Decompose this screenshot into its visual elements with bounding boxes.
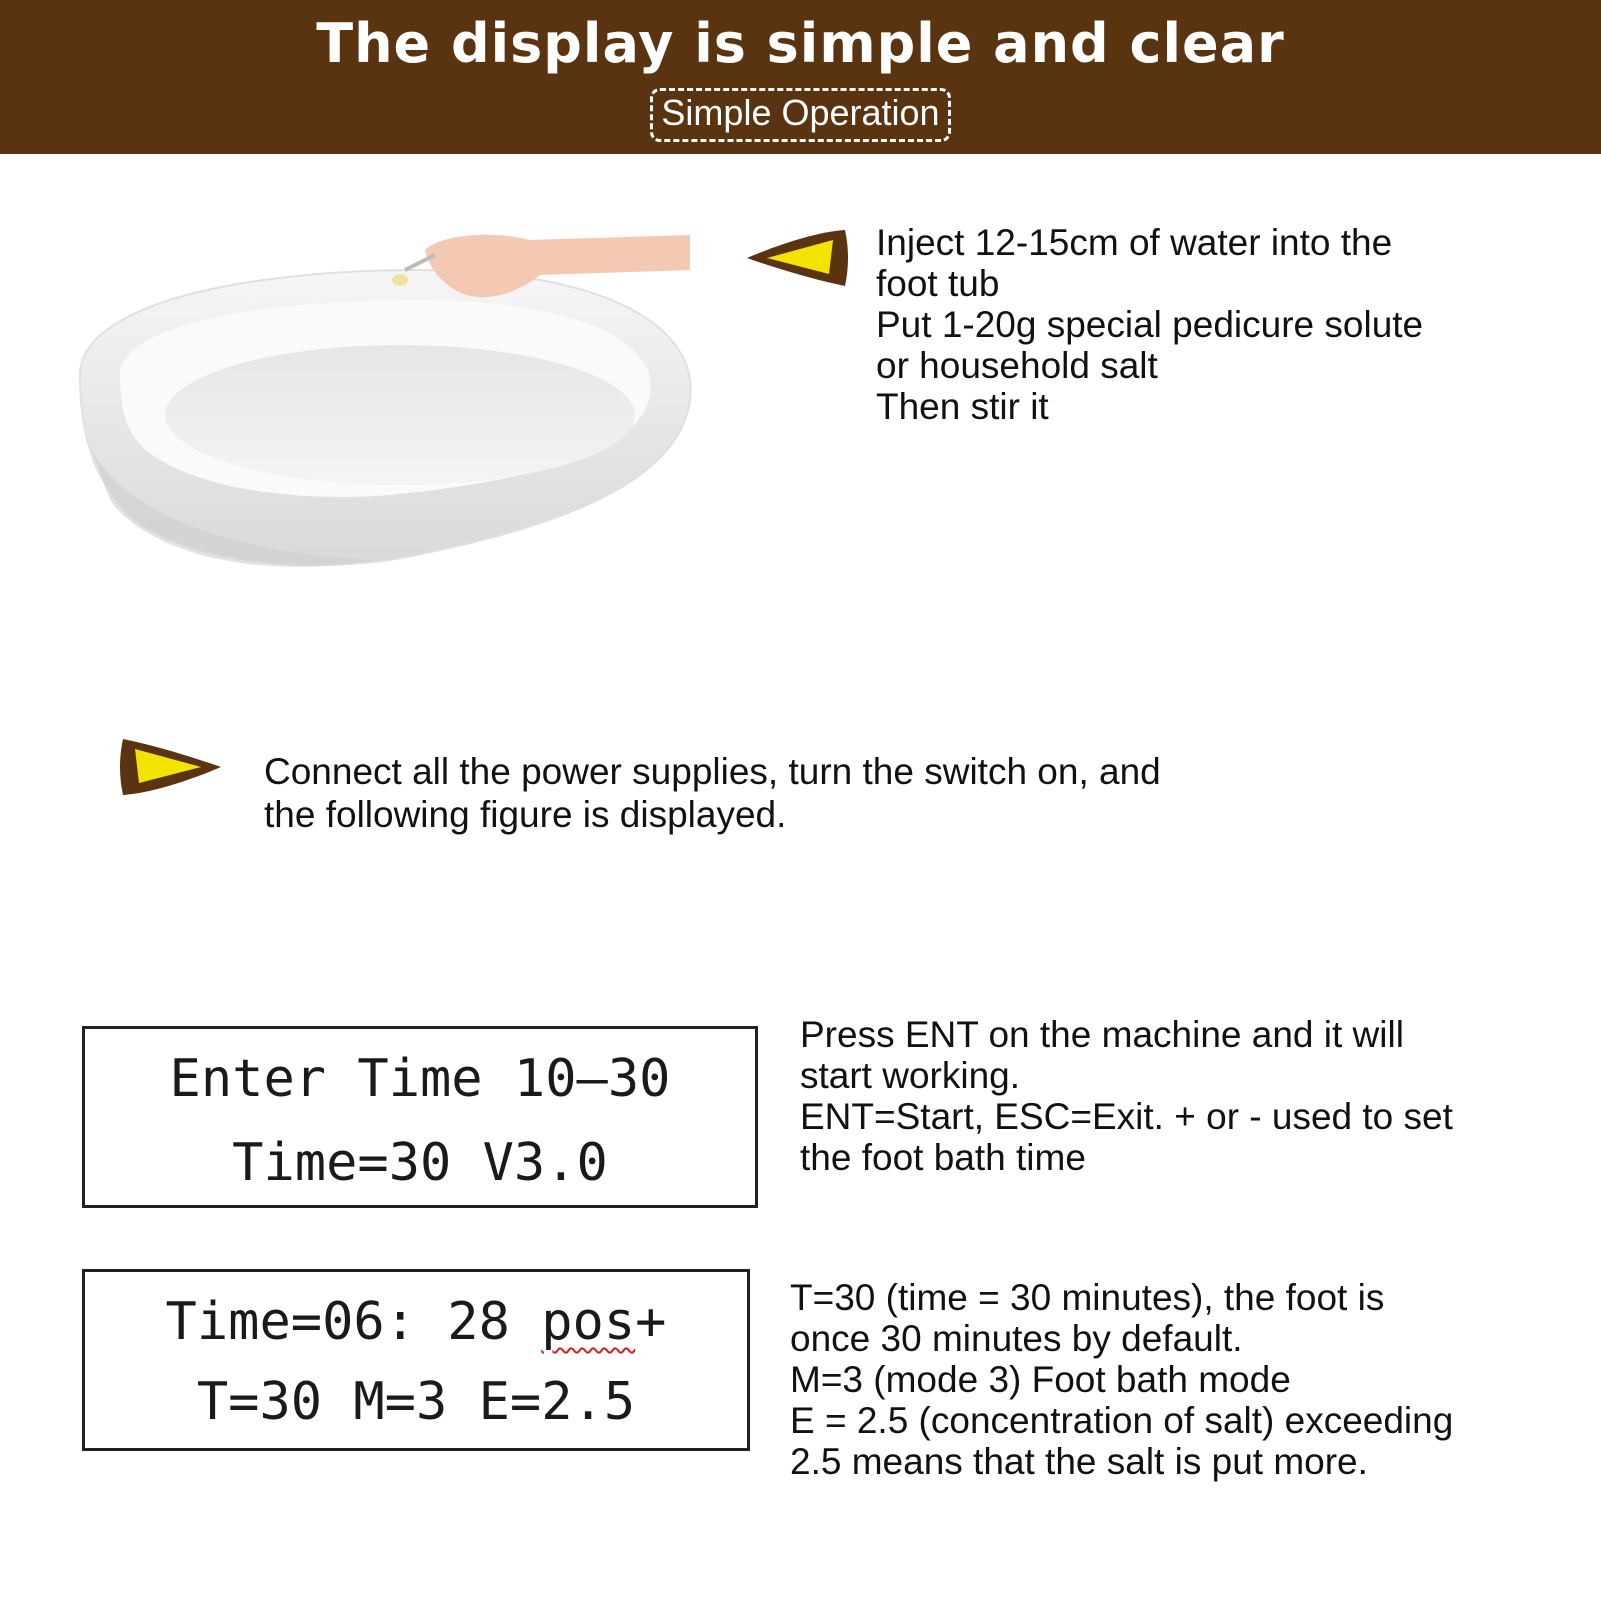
lcd-line-2: T=30 M=3 E=2.5 <box>196 1372 636 1432</box>
lcd-line-1: Time=06: 28 pos+ <box>165 1292 667 1352</box>
page-subtitle: Simple Operation <box>650 88 950 142</box>
step2-text: Connect all the power supplies, turn the switch on, and the following figure is displayed. <box>264 751 1161 835</box>
step1-text: Inject 12-15cm of water into the foot tub Put 1-20g special pedicure solute or household salt Then stir it <box>876 222 1424 427</box>
header-banner <box>0 0 1601 154</box>
lcd-line-2: Time=30 V3.0 <box>232 1133 608 1193</box>
lcd-display-start <box>82 1026 758 1208</box>
step3-text: Press ENT on the machine and it will start working. ENT=Start, ESC=Exit. + or - used to set the foot bath time <box>800 1014 1453 1178</box>
lcd-line-1: Enter Time 10—30 <box>169 1049 671 1109</box>
pointer-arrow-icon <box>118 737 223 797</box>
page-title: The display is simple and clear <box>316 12 1285 75</box>
pointer-arrow-icon <box>745 228 850 288</box>
lcd-pos-word: pos <box>541 1292 636 1352</box>
step4-text: T=30 (time = 30 minutes), the foot is once 30 minutes by default. M=3 (mode 3) Foot bath mode E = 2.5 (concentration of salt) exceeding 2.5 means that the salt is put more. <box>790 1277 1454 1482</box>
foot-tub-illustration <box>60 225 710 585</box>
lcd-display-running <box>82 1269 750 1451</box>
